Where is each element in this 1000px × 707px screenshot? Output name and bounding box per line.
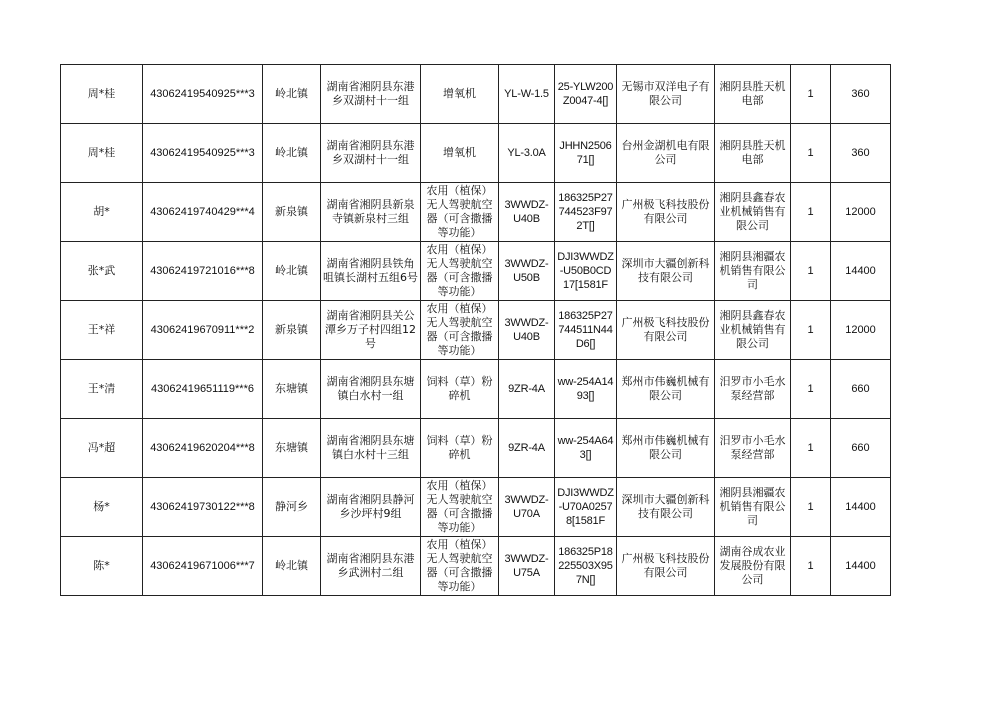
dealer-cell: 湖南谷成农业发展股份有限公司 [715, 537, 791, 596]
item-cell: 农用（植保）无人驾驶航空器（可含撒播等功能） [421, 183, 499, 242]
name-cell: 周*桂 [61, 124, 143, 183]
model-cell: 3WWDZ-U40B [499, 183, 555, 242]
town-cell: 新泉镇 [263, 183, 321, 242]
table-row [61, 124, 891, 183]
manufacturer-cell: 深圳市大疆创新科技有限公司 [617, 478, 715, 537]
manufacturer-cell: 广州极飞科技股份有限公司 [617, 537, 715, 596]
name-cell: 陈* [61, 537, 143, 596]
amount-cell: 14400 [831, 478, 891, 537]
dealer-cell: 湘阴县胜天机电部 [715, 124, 791, 183]
item-cell: 农用（植保）无人驾驶航空器（可含撒播等功能） [421, 478, 499, 537]
model-cell: 9ZR-4A [499, 360, 555, 419]
manufacturer-cell: 无锡市双洋电子有限公司 [617, 65, 715, 124]
table-body [61, 65, 891, 596]
town-cell: 岭北镇 [263, 242, 321, 301]
amount-cell: 360 [831, 65, 891, 124]
table-row [61, 242, 891, 301]
quantity-cell: 1 [791, 419, 831, 478]
town-cell: 岭北镇 [263, 65, 321, 124]
name-cell: 王*清 [61, 360, 143, 419]
manufacturer-cell: 台州金湖机电有限公司 [617, 124, 715, 183]
serial-cell: ww-254A643[] [555, 419, 617, 478]
name-cell: 杨* [61, 478, 143, 537]
model-cell: YL-W-1.5 [499, 65, 555, 124]
quantity-cell: 1 [791, 65, 831, 124]
item-cell: 农用（植保）无人驾驶航空器（可含撒播等功能） [421, 242, 499, 301]
serial-cell: 186325P18225503X957N[] [555, 537, 617, 596]
amount-cell: 12000 [831, 301, 891, 360]
model-cell: 9ZR-4A [499, 419, 555, 478]
manufacturer-cell: 郑州市伟巍机械有限公司 [617, 360, 715, 419]
id-cell: 43062419620204***8 [143, 419, 263, 478]
address-cell: 湖南省湘阴县静河乡沙坪村9组 [321, 478, 421, 537]
model-cell: 3WWDZ-U50B [499, 242, 555, 301]
town-cell: 新泉镇 [263, 301, 321, 360]
table-row [61, 301, 891, 360]
id-cell: 43062419670911***2 [143, 301, 263, 360]
serial-cell: DJI3WWDZ-U70A02578[1581F [555, 478, 617, 537]
address-cell: 湖南省湘阴县东塘镇白水村十三组 [321, 419, 421, 478]
address-cell: 湖南省湘阴县关公潭乡万子村四组12号 [321, 301, 421, 360]
table-row [61, 65, 891, 124]
amount-cell: 12000 [831, 183, 891, 242]
id-cell: 43062419540925***3 [143, 65, 263, 124]
quantity-cell: 1 [791, 360, 831, 419]
id-cell: 43062419721016***8 [143, 242, 263, 301]
address-cell: 湖南省湘阴县铁角咀镇长湖村五组6号 [321, 242, 421, 301]
dealer-cell: 湘阴县鑫春农业机械销售有限公司 [715, 301, 791, 360]
dealer-cell: 湘阴县湘疆农机销售有限公司 [715, 478, 791, 537]
model-cell: 3WWDZ-U75A [499, 537, 555, 596]
item-cell: 饲料（草）粉碎机 [421, 360, 499, 419]
address-cell: 湖南省湘阴县东港乡武洲村二组 [321, 537, 421, 596]
dealer-cell: 湘阴县胜天机电部 [715, 65, 791, 124]
serial-cell: 186325P27744511N44D6[] [555, 301, 617, 360]
town-cell: 东塘镇 [263, 360, 321, 419]
serial-cell: 25-YLW200Z0047-4[] [555, 65, 617, 124]
name-cell: 胡* [61, 183, 143, 242]
quantity-cell: 1 [791, 478, 831, 537]
model-cell: 3WWDZ-U70A [499, 478, 555, 537]
amount-cell: 14400 [831, 242, 891, 301]
id-cell: 43062419671006***7 [143, 537, 263, 596]
amount-cell: 660 [831, 360, 891, 419]
dealer-cell: 汨罗市小毛水泵经营部 [715, 360, 791, 419]
serial-cell: ww-254A1493[] [555, 360, 617, 419]
name-cell: 王*祥 [61, 301, 143, 360]
id-cell: 43062419540925***3 [143, 124, 263, 183]
quantity-cell: 1 [791, 124, 831, 183]
town-cell: 东塘镇 [263, 419, 321, 478]
town-cell: 岭北镇 [263, 537, 321, 596]
quantity-cell: 1 [791, 301, 831, 360]
subsidy-table [60, 64, 891, 596]
quantity-cell: 1 [791, 537, 831, 596]
serial-cell: DJI3WWDZ-U50B0CD17[1581F [555, 242, 617, 301]
name-cell: 张*武 [61, 242, 143, 301]
item-cell: 增氧机 [421, 124, 499, 183]
table-row [61, 183, 891, 242]
serial-cell: 186325P27744523F972T[] [555, 183, 617, 242]
quantity-cell: 1 [791, 183, 831, 242]
town-cell: 岭北镇 [263, 124, 321, 183]
id-cell: 43062419730122***8 [143, 478, 263, 537]
address-cell: 湖南省湘阴县新泉寺镇新泉村三组 [321, 183, 421, 242]
amount-cell: 14400 [831, 537, 891, 596]
table-row [61, 360, 891, 419]
address-cell: 湖南省湘阴县东港乡双湖村十一组 [321, 124, 421, 183]
manufacturer-cell: 广州极飞科技股份有限公司 [617, 301, 715, 360]
item-cell: 饲料（草）粉碎机 [421, 419, 499, 478]
amount-cell: 660 [831, 419, 891, 478]
dealer-cell: 湘阴县鑫春农业机械销售有限公司 [715, 183, 791, 242]
manufacturer-cell: 广州极飞科技股份有限公司 [617, 183, 715, 242]
amount-cell: 360 [831, 124, 891, 183]
address-cell: 湖南省湘阴县东塘镇白水村一组 [321, 360, 421, 419]
serial-cell: JHHN250671[] [555, 124, 617, 183]
name-cell: 周*桂 [61, 65, 143, 124]
name-cell: 冯*超 [61, 419, 143, 478]
item-cell: 农用（植保）无人驾驶航空器（可含撒播等功能） [421, 301, 499, 360]
id-cell: 43062419740429***4 [143, 183, 263, 242]
address-cell: 湖南省湘阴县东港乡双湖村十一组 [321, 65, 421, 124]
model-cell: YL-3.0A [499, 124, 555, 183]
table-row [61, 419, 891, 478]
table-row [61, 537, 891, 596]
table-row [61, 478, 891, 537]
item-cell: 农用（植保）无人驾驶航空器（可含撒播等功能） [421, 537, 499, 596]
manufacturer-cell: 郑州市伟巍机械有限公司 [617, 419, 715, 478]
town-cell: 静河乡 [263, 478, 321, 537]
manufacturer-cell: 深圳市大疆创新科技有限公司 [617, 242, 715, 301]
dealer-cell: 湘阴县湘疆农机销售有限公司 [715, 242, 791, 301]
quantity-cell: 1 [791, 242, 831, 301]
id-cell: 43062419651119***6 [143, 360, 263, 419]
item-cell: 增氧机 [421, 65, 499, 124]
dealer-cell: 汨罗市小毛水泵经营部 [715, 419, 791, 478]
model-cell: 3WWDZ-U40B [499, 301, 555, 360]
